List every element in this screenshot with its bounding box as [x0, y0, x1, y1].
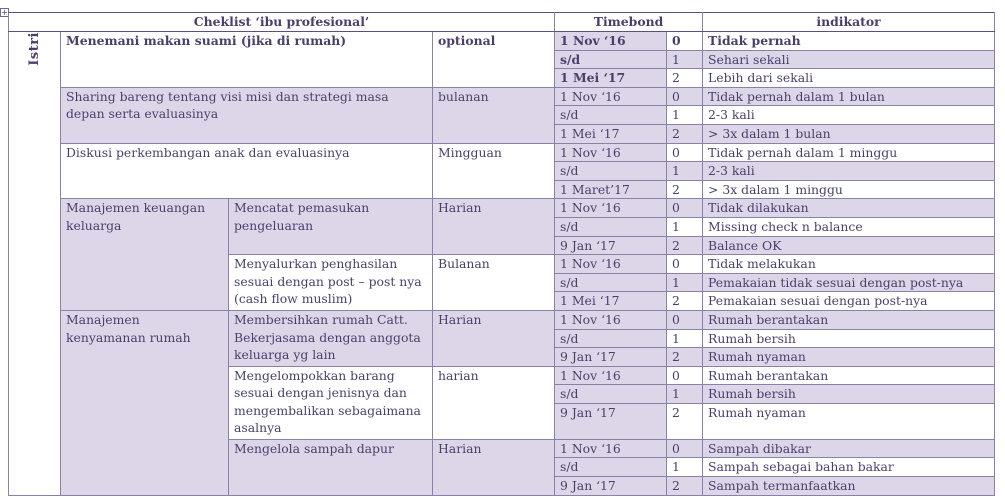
activity-cell: Sharing bareng tentang visi misi dan strategi masa depan serta evaluasinya	[61, 87, 433, 143]
time-start: 1 Nov ‘16	[555, 143, 667, 162]
time-start: 1 Nov ‘16	[555, 439, 667, 458]
indicator-num: 2	[667, 477, 703, 496]
time-sd: s/d	[555, 217, 667, 236]
indicator-text: Tidak pernah	[703, 32, 995, 51]
frequency-cell: optional	[433, 32, 555, 88]
indicator-num: 0	[667, 32, 703, 51]
table-row	[9, 199, 995, 218]
header-timebond: Timebond	[555, 13, 703, 32]
indicator-text: Tidak pernah dalam 1 bulan	[703, 87, 995, 106]
indicator-num: 1	[667, 273, 703, 292]
indicator-text: Rumah berantakan	[703, 310, 995, 329]
activity-cell: Mencatat pemasukan pengeluaran	[229, 199, 433, 255]
table-move-handle-icon[interactable]: +	[1, 8, 8, 17]
indicator-text: Rumah bersih	[703, 385, 995, 404]
time-start: 1 Nov ‘16	[555, 310, 667, 329]
indicator-num: 1	[667, 458, 703, 477]
indicator-text: 2-3 kali	[703, 106, 995, 125]
time-sd: s/d	[555, 50, 667, 69]
indicator-num: 0	[667, 143, 703, 162]
indicator-num: 0	[667, 87, 703, 106]
frequency-cell: bulanan	[433, 87, 555, 143]
time-sd: s/d	[555, 106, 667, 125]
indicator-num: 0	[667, 366, 703, 385]
indicator-text: Sehari sekali	[703, 50, 995, 69]
time-end: 9 Jan ‘17	[555, 348, 667, 367]
indicator-text: Rumah nyaman	[703, 348, 995, 367]
activity-cell: Menemani makan suami (jika di rumah)	[61, 32, 433, 88]
indicator-text: Tidak pernah dalam 1 minggu	[703, 143, 995, 162]
indicator-text: > 3x dalam 1 bulan	[703, 124, 995, 143]
indicator-text: Tidak dilakukan	[703, 199, 995, 218]
indicator-num: 2	[667, 348, 703, 367]
table-row	[9, 87, 995, 106]
time-end: 9 Jan ‘17	[555, 403, 667, 439]
indicator-num: 0	[667, 439, 703, 458]
activity-cell: Mengelola sampah dapur	[229, 439, 433, 495]
activity-cell: Membersihkan rumah Catt. Bekerjasama dengan anggota keluarga yg lain	[229, 310, 433, 366]
table-row	[9, 143, 995, 162]
indicator-text: Missing check n balance	[703, 217, 995, 236]
indicator-text: Sampah dibakar	[703, 439, 995, 458]
time-start: 1 Nov ‘16	[555, 366, 667, 385]
indicator-num: 0	[667, 255, 703, 274]
activity-cell: Mengelompokkan barang sesuai dengan jenisnya dan mengembalikan sebagaimana asalnya	[229, 366, 433, 439]
indicator-text: Balance OK	[703, 236, 995, 255]
header-indikator: indikator	[703, 13, 995, 32]
time-start: 1 Nov ‘16	[555, 87, 667, 106]
indicator-text: Tidak melakukan	[703, 255, 995, 274]
time-sd: s/d	[555, 385, 667, 404]
indicator-text: Lebih dari sekali	[703, 69, 995, 88]
indicator-text: Pemakaian tidak sesuai dengan post-nya	[703, 273, 995, 292]
frequency-cell: Harian	[433, 439, 555, 495]
indicator-num: 2	[667, 124, 703, 143]
indicator-text: Rumah nyaman	[703, 403, 995, 439]
indicator-num: 1	[667, 217, 703, 236]
time-start: 1 Nov ‘16	[555, 255, 667, 274]
frequency-cell: Mingguan	[433, 143, 555, 199]
frequency-cell: Harian	[433, 310, 555, 366]
indicator-num: 2	[667, 69, 703, 88]
activity-cell: Diskusi perkembangan anak dan evaluasinya	[61, 143, 433, 199]
time-sd: s/d	[555, 162, 667, 181]
side-label-cell	[9, 32, 61, 496]
indicator-text: Sampah termanfaatkan	[703, 477, 995, 496]
time-start: 1 Nov ‘16	[555, 32, 667, 51]
header-row	[9, 13, 995, 32]
indicator-num: 0	[667, 199, 703, 218]
indicator-text: Sampah sebagai bahan bakar	[703, 458, 995, 477]
time-end: 1 Maret’17	[555, 180, 667, 199]
indicator-num: 1	[667, 329, 703, 348]
indicator-num: 1	[667, 385, 703, 404]
checklist-table	[8, 12, 995, 496]
indicator-num: 2	[667, 292, 703, 311]
time-end: 9 Jan ‘17	[555, 236, 667, 255]
indicator-text: Rumah bersih	[703, 329, 995, 348]
side-label: Istri	[26, 32, 42, 66]
indicator-num: 1	[667, 162, 703, 181]
frequency-cell: Bulanan	[433, 255, 555, 311]
indicator-text: Rumah berantakan	[703, 366, 995, 385]
indicator-text: Pemakaian sesuai dengan post-nya	[703, 292, 995, 311]
indicator-num: 1	[667, 50, 703, 69]
header-checklist: Cheklist ‘ibu profesional’	[9, 13, 555, 32]
category-cell: Manajemen kenyamanan rumah	[61, 310, 229, 495]
time-sd: s/d	[555, 329, 667, 348]
time-end: 1 Mei ‘17	[555, 124, 667, 143]
indicator-num: 2	[667, 180, 703, 199]
indicator-num: 2	[667, 236, 703, 255]
indicator-num: 2	[667, 403, 703, 439]
category-cell: Manajemen keuangan keluarga	[61, 199, 229, 311]
indicator-text: > 3x dalam 1 minggu	[703, 180, 995, 199]
indicator-text: 2-3 kali	[703, 162, 995, 181]
time-start: 1 Nov ‘16	[555, 199, 667, 218]
time-end: 9 Jan ‘17	[555, 477, 667, 496]
indicator-num: 1	[667, 106, 703, 125]
time-end: 1 Mei ‘17	[555, 292, 667, 311]
indicator-num: 0	[667, 310, 703, 329]
time-sd: s/d	[555, 273, 667, 292]
frequency-cell: harian	[433, 366, 555, 439]
frequency-cell: Harian	[433, 199, 555, 255]
table-row	[9, 32, 995, 51]
time-end: 1 Mei ‘17	[555, 69, 667, 88]
time-sd: s/d	[555, 458, 667, 477]
table-row	[9, 310, 995, 329]
activity-cell: Menyalurkan penghasilan sesuai dengan post – post nya (cash flow muslim)	[229, 255, 433, 311]
